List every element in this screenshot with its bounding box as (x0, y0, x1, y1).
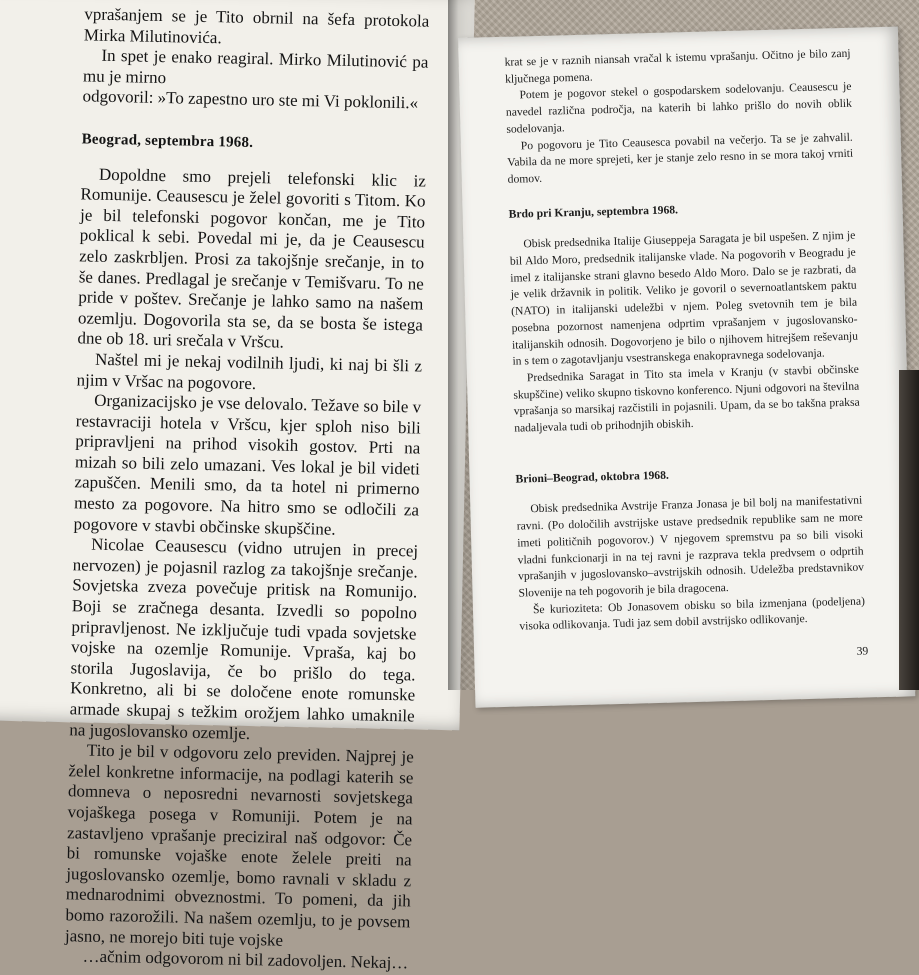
left-paragraph: Tito je bil v odgovoru zelo previden. Najprej je želel konkretne informacije, na podlagi katerih se domneva o neposredni nevarnosti sovjetskega vojaškega posega v Romuniji. Potem je na zastavljeno vprašanje preciziral naš odgovor: Če bi romunske vojaške enote želele preiti na jugoslovansko ozemlje, bomo ravnali v skladu z mednarodnimi obveznostmi. To pomeni, da jih bomo razorožili. Na našem ozemlju, to je povsem jasno, ne morejo biti tuje vojske (64, 740, 415, 950)
left-top-line-3: odgovoril: »To zapestno uro ste mi Vi poklonili.« (82, 86, 419, 113)
left-paragraph: Organizacijsko je vse delovalo. Težave so bile v restavraciji hotela v Vršcu, kjer sploh niso bili pripravljeni na prihod visokih gostov. Prti na mizah so bili zelo umazani. Ves lokal je bil videti zapuščen. Menili smo, da ta hotel ni primerno mesto za pogovore. Na hitro smo se odločili za pogovore v stavbi občinske skupščine. (73, 390, 422, 539)
left-section-heading: Beograd, septembra 1968. (81, 131, 254, 151)
left-page-text (64, 4, 429, 974)
right-page-text (504, 46, 865, 636)
section-heading-brioni: Brioni–Beograd, oktobra 1968. (515, 468, 669, 486)
right-intro-paragraph: krat se je v raznih niansah vračal k istemu vprašanju. Očitno je bilo zanj ključnega pomena. (504, 46, 851, 86)
left-paragraph: Nicolae Ceausescu (vidno utrujen in precej nervozen) je pojasnil razlog za takojšnje srečanje. Sovjetska zveza povečuje pritisk na Romunijo. Boji se zračnega desanta. Izvedli so popolno pripravljenost. Ne izključuje tudi vpada sovjetske vojske na ozemlje Romunije. Vpraša, kaj bo storila Jugoslavija, če bo prišlo do tega. Konkretno, ali bi se določene enote romunske armade skupaj s težkim orožjem lahko umaknile na jugoslovansko ozemlje. (69, 534, 419, 743)
left-top-line-2: In spet je enako reagiral. Mirko Milutinović pa mu je mirno (82, 45, 429, 87)
left-paragraph: Naštel mi je nekaj vodilnih ljudi, ki naj bi šli z njim v Vršac na pogovore. (76, 349, 423, 393)
left-paragraph: …ačnim odgovorom ni bil zadovoljen. Nekaj… (82, 946, 409, 973)
right-paragraph: Obisk predsednika Italije Giuseppeja Saragata je bil uspešen. Z njim je bil Aldo Moro, predsednik italijanske vlade. Na pogovorih v Beogradu je imel z italijanske strani glavno besedo Aldo Moro. Dalo se je razbrati, da je velik državnik in politik. Veliko je govoril o severnoatlantskem paktu (NATO) in italijanski udeležbi v njem. Poleg svetovnih tem je bila posebna pozornost namenjena odprtim vprašanjem v jugoslovansko-italijanskih odnosih. Dogovorjeno je bilo o njihovem hitrejšem reševanju in s tem o zagotavljanju vsestranskega enakopravnega sodelovanja. (509, 228, 859, 368)
left-top-line-1: vprašanjem se je Tito obrnil na šefa protokola Mirka Milutinovića. (83, 4, 430, 47)
right-paragraph: Predsednika Saragat in Tito sta imela v Kranju (v stavbi občinske skupščine) veliko skupno tiskovno konferenco. Njuni odgovori na številna vprašanja so marsikaj razčistili in pojasnili. Upam, da se bo takšna praksa nadaljevala tudi ob prihodnjih obiskih. (513, 362, 860, 435)
right-paragraph: Še kurioziteta: Ob Jonasovem obisku so bila izmenjana (podeljena) visoka odlikovanja. Tudi jaz sem dobil avstrijsko odlikovanje. (519, 594, 866, 633)
right-intro-paragraph: Potem je pogovor stekel o gospodarskem sodelovanju. Ceausescu je navedel različna področja, na katerih bi lahko prišlo do novih oblik sodelovanja. (505, 80, 853, 136)
section-heading-brdo: Brdo pri Kranju, septembra 1968. (508, 202, 679, 221)
right-book-page (458, 26, 915, 707)
page-number: 39 (856, 644, 869, 658)
book-edge-shadow (899, 370, 919, 690)
right-intro-paragraph: Po pogovoru je Tito Ceausesca povabil na večerjo. Ta se je zahvalil. Vabila da ne more sprejeti, ker je stanje zelo resno in se mora takoj vrniti domov. (507, 130, 854, 186)
right-paragraph: Obisk predsednika Avstrije Franza Jonasa je bil bolj na manifestativni ravni. (Po določilih avstrijske ustave predsednik republike sam ne more imeti političnih pogovorov.) V njegovem spremstvu pa so bili visoki vladni funkcionarji in na tej ravni je razprava tekla predvsem o odprtih vprašanjih v jugoslovansko–avstrijskih odnosih. Udeležba predstavnikov Slovenije na teh pogovorih je bila dragocena. (516, 494, 865, 600)
left-paragraph: Dopoldne smo prejeli telefonski klic iz Romunije. Ceausescu je želel govoriti s Titom. Ko je bil telefonski pogovor končan, me je Tito poklical k sebi. Povedal mi je, da je Ceausescu zelo zaskrbljen. Prosi za takojšnje srečanje, in to še danes. Predlagal je srečanje v Temišvaru. To ne pride v poštev. Srečanje je lahko samo na našem ozemlju. Dogovorila sta se, da se bosta še istega dne ob 18. uri srečala v Vršcu. (77, 164, 427, 352)
